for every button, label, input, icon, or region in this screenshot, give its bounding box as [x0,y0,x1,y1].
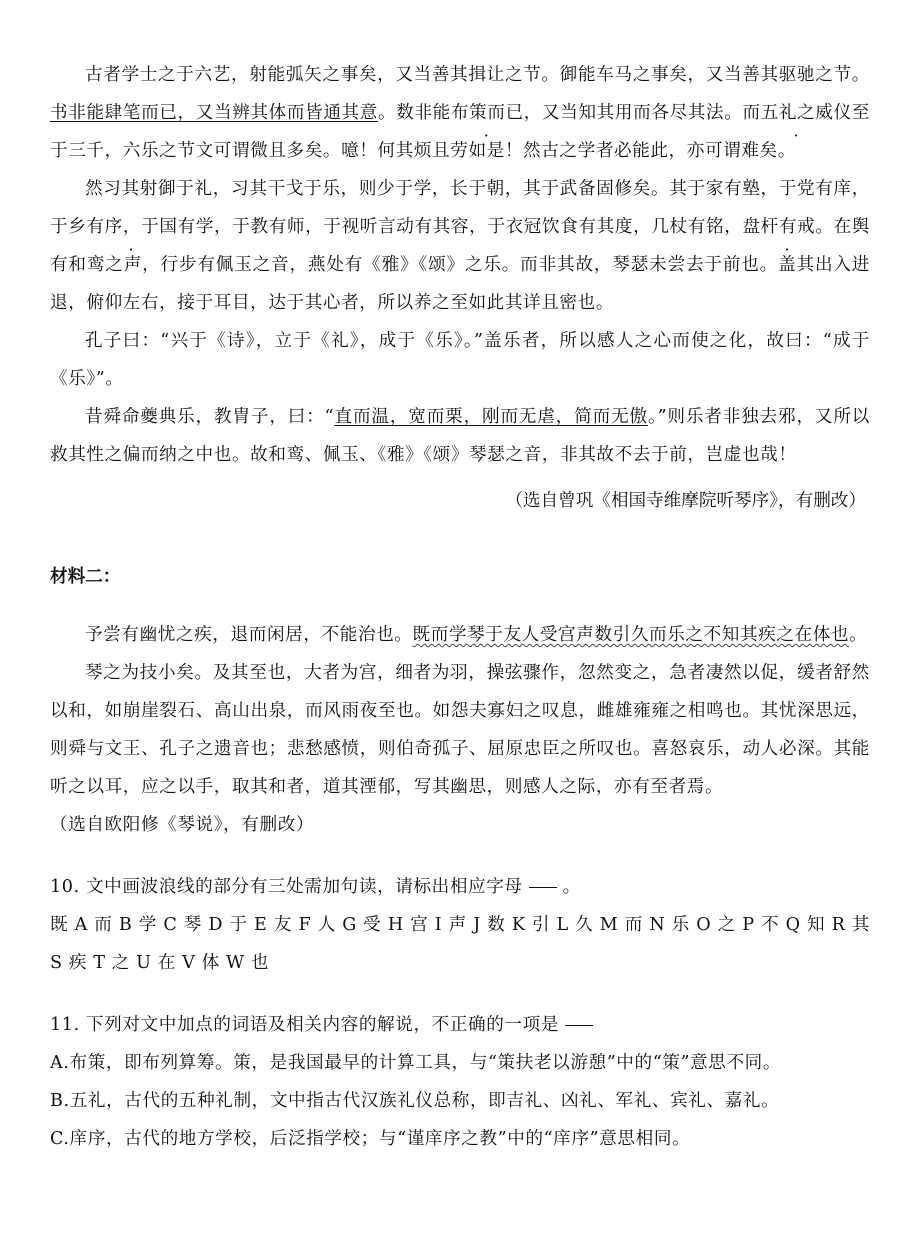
material2-paragraph-2: 琴之为技小矣。及其至也，大者为宫，细者为羽，操弦骤作，忽然变之，急者凄然以促，缓者舒然以和，如崩崖裂石、高山出泉，而风雨夜至也。如怨夫寡妇之叹息，雌雄雍雍之相鸣也。其忧深思远，则舜与文王、孔子之遗音也；悲愁感愤，则伯奇孤子、屈原忠臣之所叹也。喜怒哀乐，动人必深。其能听之以耳，应之以手，取其和者，道其湮郁，写其幽思，则感人之际，亦有至者焉。 [50,663,870,797]
wavy-underlined-sentence: 既而学琴于友人受宫声数引久而乐之不知其疾之在体也 [412,625,850,645]
dotted-term-gan: 杆 [760,217,779,237]
text-segment: 然习其射御于礼，习其干戈于乐，则少于学，长于朝，其于武备固修矣。其于家有塾，于党有庠，于乡有 [50,179,870,237]
text-segment: 古者学士之于六艺，射能弧矢之事矣，又当善其揖让之节。御能车马之事矣，又当善其驱驰之节。 [85,65,870,85]
text-segment: ，于国有学，于教有师，于视听言动有其容，于衣冠饮食有其度，几杖有铭，盘 [122,217,761,237]
answer-blank[interactable] [529,887,557,888]
text-segment: 而已，又当知其用而各尽其法。而 [487,103,761,123]
spacer [50,844,870,868]
question-text: 11. 下列对文中加点的词语及相关内容的解说，不正确的一项是 [50,1015,560,1035]
text-segment: 。 [849,625,868,645]
question-11-option-a: A.布策，即布列算筹。策，是我国最早的计算工具，与“策扶老以游憩”中的“策”意思不同。 [50,1053,782,1073]
question-text: 10. 文中画波浪线的部分有三处需加句读，请标出相应字母 [50,877,523,897]
material1-paragraph-1 [50,56,870,170]
underlined-sentence: 直而温，宽而栗，刚而无虐，简而无傲 [334,407,648,427]
dotted-term-xu: 序 [104,217,123,237]
question-10-stem [50,868,870,906]
text-segment: 有戒。在舆有和鸾之声，行步有佩玉之音，燕处有《雅》《颂》之乐。而非其故，琴瑟未尝去于前也。盖其出入进退，俯仰左右，接于耳目，达于其心者，所以养之至如此其详且密也。 [50,217,870,313]
question-11-stem [50,1006,870,1044]
material2-heading: 材料二： [50,566,121,587]
text-segment: 予尝有幽忧之疾，退而闲居，不能治也。 [85,625,413,645]
underlined-sentence: 书非能肆笔而已，又当辨其体而皆通其意 [50,103,378,123]
material1-paragraph-2 [50,170,870,322]
material2-source: （选自欧阳修《琴说》，有删改） [50,815,315,835]
text-segment: 昔舜命夔典乐，教胄子，曰：“ [85,407,335,427]
answer-blank[interactable] [565,1025,593,1026]
dotted-term-bu-ce: 布策 [450,103,488,123]
material1-paragraph-3: 孔子曰：“兴于《诗》，立于《礼》，成于《乐》。”盖乐者，所以感人之心而使之化，故曰：“成于《乐》”。 [50,331,870,389]
spacer [50,982,870,1006]
question-10-options: 既 A 而 B 学 C 琴 D 于 E 友 F 人 G 受 H 宫 I 声 J 数 K 引 L 久 M 而 N 乐 O 之 P 不 Q 知 R 其 S 疾 T 之 U 在 V 体 W 也 [50,915,870,973]
material1-paragraph-4 [50,398,870,474]
question-11-option-b: B.五礼，古代的五种礼制，文中指古代汉族礼仪总称，即吉礼、凶礼、军礼、宾礼、嘉礼。 [50,1091,780,1111]
spacer [50,596,870,616]
material1-source: （选自曾巩《相国寺维摩院听琴序》，有删改） [505,491,866,511]
exam-page [50,56,870,1158]
text-segment: 。 [562,877,581,897]
material2-paragraph-1 [50,616,870,654]
question-11-option-c: C.庠序，古代的地方学校，后泛指学校；与“谨庠序之教”中的“庠序”意思相同。 [50,1129,691,1149]
text-segment: 。”则乐者非独去邪，又所以救其性之偏而纳之中也。故和鸾、佩玉、《雅》《颂》琴瑟之音，非其故不去于前，岂虚也哉！ [50,407,870,465]
dotted-term-wu-li: 五礼 [760,103,798,123]
text-segment: 之威仪至于三千，六乐之节文可谓微且多矣。噫！何其烦且劳如是！然古之学者必能此，亦可谓难矣。 [50,103,871,161]
text-segment: 。数非能 [378,103,451,123]
